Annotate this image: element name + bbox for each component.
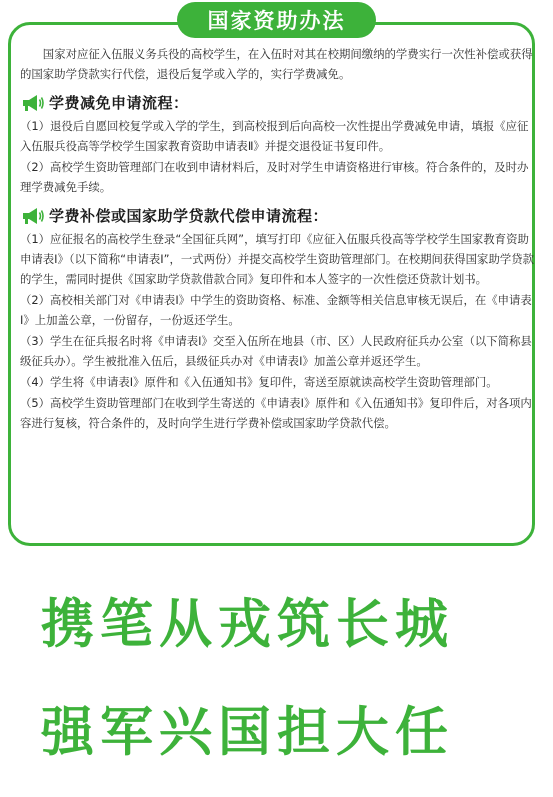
- section-heading-tuition-waiver: [20, 91, 534, 115]
- list-item: （2）高校相关部门对《申请表Ⅰ》中学生的资助资格、标准、金额等相关信息审核无误后，在《申请表Ⅰ》上加盖公章，一份留存，一份返还学生。: [20, 293, 532, 327]
- list-item: （2）高校学生资助管理部门在收到申请材料后，及时对学生申请资格进行审核。符合条件的，及时办理学费减免手续。: [20, 160, 529, 194]
- section-heading-compensation: [20, 204, 534, 228]
- list-item: （4）学生将《申请表Ⅰ》原件和《入伍通知书》复印件，寄送至原就读高校学生资助管理部门。: [20, 375, 498, 389]
- list-item: （5）高校学生资助管理部门在收到学生寄送的《申请表Ⅰ》原件和《入伍通知书》复印件后，对各项内容进行复核，符合条件的，及时向学生进行学费补偿或国家助学贷款代偿。: [20, 396, 532, 430]
- list-item: （1）退役后自愿回校复学或入学的学生，到高校报到后向高校一次性提出学费减免申请，填报《应征入伍服兵役高等学校学生国家教育资助申请表Ⅱ》并提交退役证书复印件。: [20, 119, 529, 153]
- megaphone-icon: [20, 206, 46, 226]
- slogan-line-2: 强军兴国担大任: [41, 701, 454, 763]
- section-title: 学费补偿或国家助学贷款代偿申请流程：: [49, 207, 329, 225]
- list-item: （3）学生在征兵报名时将《申请表Ⅰ》交至入伍所在地县（市、区）人民政府征兵办公室（以下简称县级征兵办）。学生被批准入伍后，县级征兵办对《申请表Ⅰ》加盖公章并返还学生。: [20, 334, 532, 368]
- list-item: （1）应征报名的高校学生登录“全国征兵网”，填写打印《应征入伍服兵役高等学校学生国家教育资助申请表Ⅰ》（以下简称“申请表Ⅰ”，一式两份）并提交高校学生资助管理部门。在校期间获得国家助学贷款的学生，需同时提供《国家助学贷款借款合同》复印件和本人签字的一次性偿还贷款计划书。: [20, 232, 535, 286]
- megaphone-icon: [20, 93, 46, 113]
- panel-title: 国家资助办法: [177, 2, 376, 38]
- slogan-line-1: 携笔从戎筑长城: [41, 593, 454, 655]
- section-title: 学费减免申请流程：: [49, 94, 189, 112]
- policy-content: [20, 40, 534, 433]
- intro-paragraph: 国家对应征入伍服义务兵役的高校学生，在入伍时对其在校期间缴纳的学费实行一次性补偿或获得的国家助学贷款实行代偿，退役后复学或入学的，实行学费减免。: [20, 47, 533, 81]
